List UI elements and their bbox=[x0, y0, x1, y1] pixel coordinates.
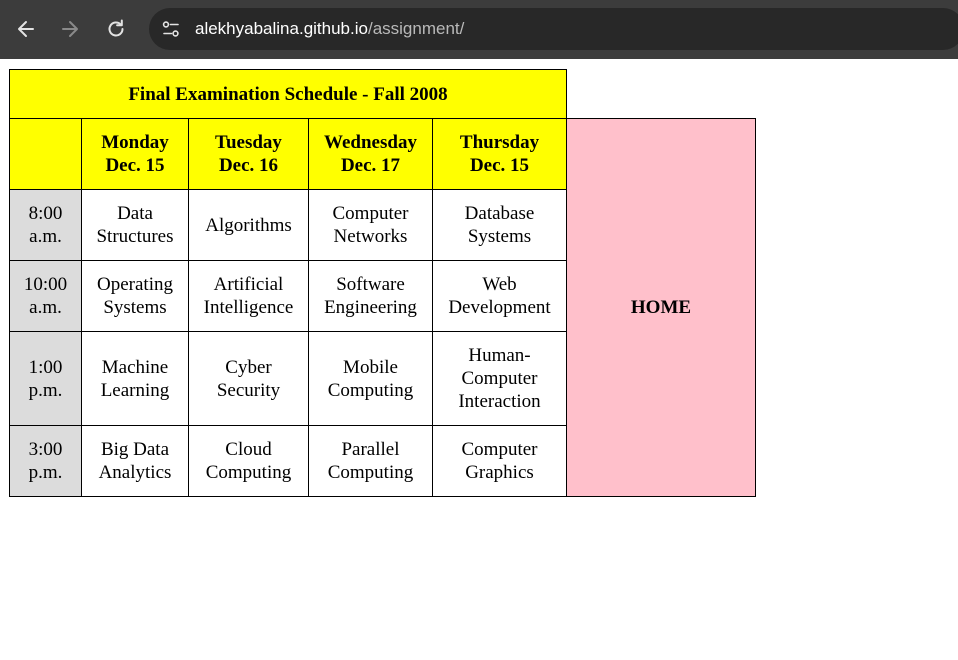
address-bar[interactable] bbox=[149, 8, 958, 50]
exam-cell bbox=[189, 332, 309, 426]
exam-name: Graphics bbox=[465, 462, 534, 483]
day-header bbox=[433, 119, 567, 190]
time-cell bbox=[10, 261, 82, 332]
exam-name: Computer bbox=[461, 439, 538, 460]
home-link[interactable]: HOME bbox=[567, 119, 756, 497]
schedule-title: Final Examination Schedule - Fall 2008 bbox=[10, 70, 567, 119]
exam-name: Computer bbox=[461, 368, 538, 389]
exam-cell bbox=[309, 190, 433, 261]
title-row bbox=[10, 70, 756, 119]
time-label: p.m. bbox=[28, 379, 63, 401]
exam-name: Security bbox=[216, 379, 281, 401]
url-domain: alekhyabalina.github.io bbox=[195, 19, 368, 38]
time-label: a.m. bbox=[29, 226, 62, 247]
exam-name: Computing bbox=[327, 462, 414, 483]
exam-name: Software bbox=[336, 274, 405, 295]
exam-name: Data bbox=[117, 203, 153, 224]
exam-name: Analytics bbox=[98, 462, 172, 483]
time-cell bbox=[10, 332, 82, 426]
exam-name: Intelligence bbox=[203, 297, 294, 318]
corner-cell bbox=[10, 119, 82, 190]
url-path: /assignment/ bbox=[367, 19, 465, 38]
exam-name: Computing bbox=[327, 379, 414, 401]
exam-schedule-table bbox=[9, 69, 756, 497]
site-settings-icon[interactable] bbox=[161, 19, 181, 39]
exam-name: Web bbox=[482, 274, 517, 295]
exam-name: Structures bbox=[96, 226, 174, 247]
day-header bbox=[82, 119, 189, 190]
day-header-text: Thursday bbox=[459, 132, 540, 153]
exam-cell bbox=[82, 190, 189, 261]
time-cell bbox=[10, 426, 82, 497]
exam-name: Algorithms bbox=[205, 214, 292, 236]
exam-cell bbox=[309, 332, 433, 426]
exam-cell bbox=[82, 426, 189, 497]
exam-cell bbox=[82, 261, 189, 332]
time-label: 8:00 bbox=[28, 203, 63, 224]
browser-toolbar bbox=[0, 0, 958, 59]
time-label: 10:00 bbox=[23, 274, 68, 295]
day-header bbox=[189, 119, 309, 190]
day-header-text: Dec. 15 bbox=[469, 155, 530, 176]
time-label: 3:00 bbox=[28, 439, 63, 460]
exam-name: Computer bbox=[332, 203, 409, 224]
exam-name: Machine bbox=[101, 356, 169, 378]
exam-name: Big Data bbox=[100, 439, 170, 460]
exam-name: Database bbox=[464, 203, 535, 224]
exam-name: Cyber bbox=[225, 356, 272, 378]
exam-name: Interaction bbox=[458, 391, 541, 412]
time-cell bbox=[10, 190, 82, 261]
exam-name: Mobile bbox=[343, 356, 398, 378]
exam-cell bbox=[189, 190, 309, 261]
exam-name: Systems bbox=[467, 226, 532, 247]
time-label: p.m. bbox=[28, 462, 63, 483]
exam-cell bbox=[189, 426, 309, 497]
exam-name: Computing bbox=[205, 462, 292, 483]
page-content bbox=[0, 59, 958, 660]
time-label: a.m. bbox=[29, 297, 62, 318]
day-header-text: Dec. 15 bbox=[105, 155, 165, 176]
day-header-text: Dec. 16 bbox=[218, 155, 279, 176]
exam-name: Engineering bbox=[324, 297, 417, 318]
exam-name: Cloud bbox=[225, 439, 272, 460]
exam-name: Artificial bbox=[213, 274, 284, 295]
day-header bbox=[309, 119, 433, 190]
reload-icon[interactable] bbox=[105, 18, 127, 40]
url-text bbox=[195, 19, 464, 39]
day-header-text: Dec. 17 bbox=[340, 155, 401, 176]
exam-cell bbox=[309, 426, 433, 497]
exam-name: Parallel bbox=[341, 439, 400, 460]
day-header-text: Wednesday bbox=[324, 132, 417, 153]
exam-name: Operating bbox=[97, 274, 173, 295]
time-label: 1:00 bbox=[28, 356, 63, 378]
day-header-text: Monday bbox=[101, 132, 169, 153]
exam-cell bbox=[309, 261, 433, 332]
forward-arrow-icon[interactable] bbox=[59, 18, 81, 40]
day-header-row bbox=[10, 119, 756, 190]
exam-name: Development bbox=[448, 297, 551, 318]
exam-cell bbox=[433, 332, 567, 426]
exam-name: Human- bbox=[468, 345, 531, 366]
exam-cell bbox=[189, 261, 309, 332]
exam-name: Systems bbox=[103, 297, 167, 318]
exam-cell bbox=[433, 261, 567, 332]
day-header-text: Tuesday bbox=[215, 132, 282, 153]
exam-cell bbox=[433, 190, 567, 261]
exam-name: Networks bbox=[333, 226, 408, 247]
exam-name: Learning bbox=[100, 379, 170, 401]
back-arrow-icon[interactable] bbox=[15, 18, 37, 40]
exam-cell bbox=[82, 332, 189, 426]
exam-cell bbox=[433, 426, 567, 497]
